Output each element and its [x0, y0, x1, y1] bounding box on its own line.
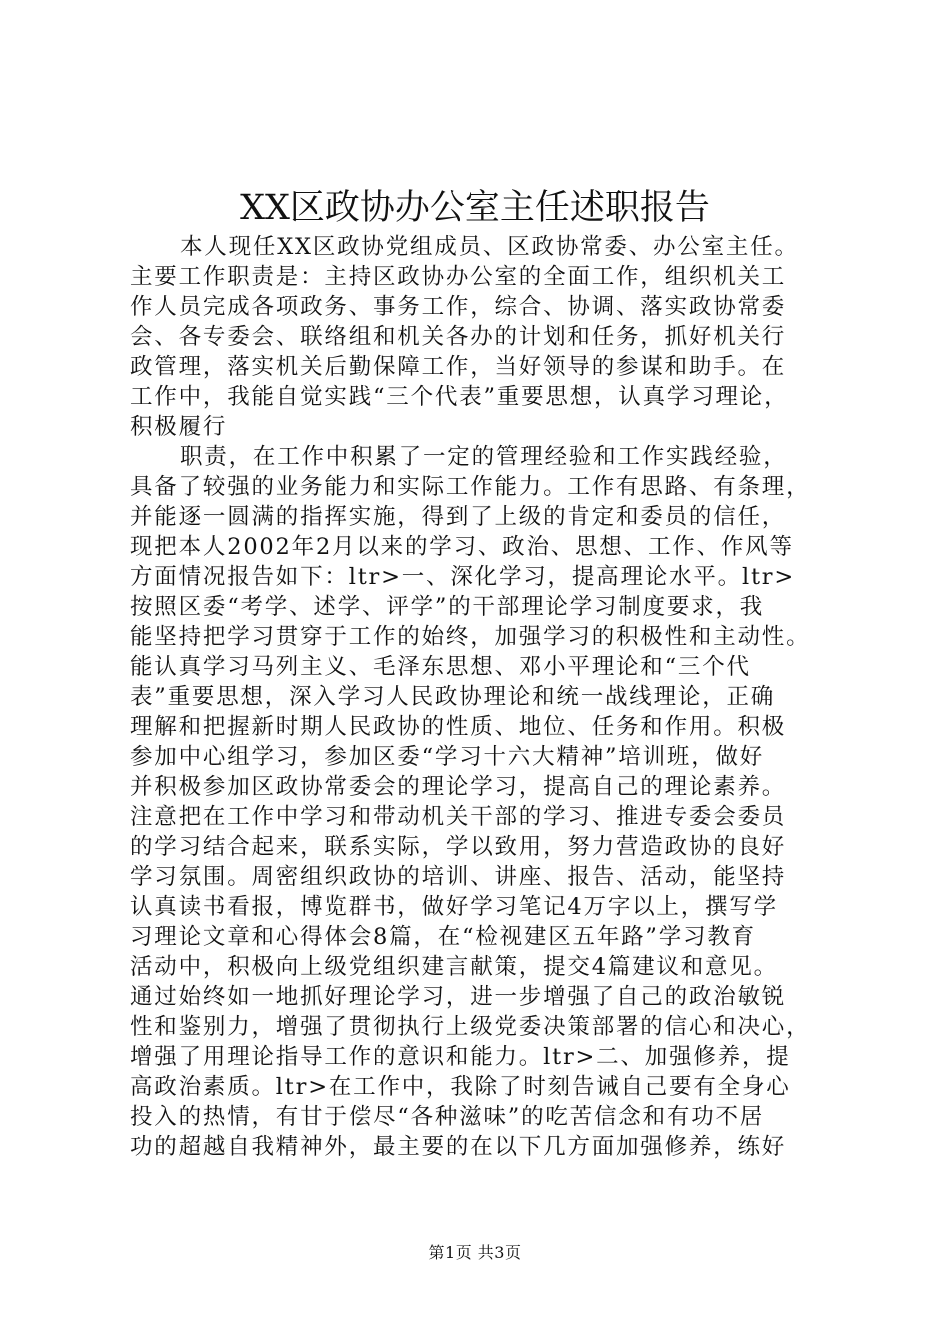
paragraph-line: 能坚持把学习贯穿于工作的始终，加强学习的积极性和主动性。 [130, 624, 811, 650]
paragraph-line: 职责，在工作中积累了一定的管理经验和工作实践经验， [180, 444, 788, 470]
paragraph-line: 投入的热情，有甘于偿尽“各种滋味”的吃苦信念和有功不居 [130, 1104, 765, 1130]
paragraph-line: 现把本人2002年2月以来的学习、政治、思想、工作、作风等 [130, 534, 794, 560]
paragraph-line: 参加中心组学习，参加区委“学习十六大精神”培训班，做好 [130, 744, 765, 770]
paragraph-line: 注意把在工作中学习和带动机关干部的学习、推进专委会委员 [130, 804, 787, 830]
paragraph-line: 会、各专委会、联络组和机关各办的计划和任务，抓好机关行 [130, 324, 787, 350]
paragraph-line: 方面情况报告如下：ltr>一、深化学习，提高理论水平。ltr> [130, 564, 795, 590]
paragraph-line: 积极履行 [130, 414, 228, 440]
paragraph-line: 具备了较强的业务能力和实际工作能力。工作有思路、有条理， [130, 474, 811, 500]
paragraph-line: 功的超越自我精神外，最主要的在以下几方面加强修养，练好 [130, 1134, 787, 1160]
paragraph-line: 性和鉴别力，增强了贯彻执行上级党委决策部署的信心和决心， [130, 1014, 811, 1040]
paragraph-line: 并能逐一圆满的指挥实施，得到了上级的肯定和委员的信任， [130, 504, 787, 530]
paragraph-line: 的学习结合起来，联系实际，学以致用，努力营造政协的良好 [130, 834, 787, 860]
paragraph-line: 习理论文章和心得体会8篇，在“检视建区五年路”学习教育 [130, 924, 756, 950]
paragraph-line: 作人员完成各项政务、事务工作，综合、协调、落实政协常委 [130, 294, 787, 320]
paragraph-line: 理解和把握新时期人民政协的性质、地位、任务和作用。积极 [130, 714, 787, 740]
paragraph-line: 工作中，我能自觉实践“三个代表”重要思想，认真学习理论， [130, 384, 789, 410]
paragraph-line: 通过始终如一地抓好理论学习，进一步增强了自己的政治敏锐 [130, 984, 787, 1010]
paragraph-line: 认真读书看报，博览群书，做好学习笔记4万字以上，撰写学 [130, 894, 778, 920]
paragraph-line: 本人现任XX区政协党组成员、区政协常委、办公室主任。 [180, 234, 799, 260]
paragraph-line: 并积极参加区政协常委会的理论学习，提高自己的理论素养。 [130, 774, 787, 800]
paragraph-line: 能认真学习马列主义、毛泽东思想、邓小平理论和“三个代 [130, 654, 751, 680]
paragraph-line: 政管理，落实机关后勤保障工作，当好领导的参谋和助手。在 [130, 354, 787, 380]
paragraph-line: 表”重要思想，深入学习人民政协理论和统一战线理论，正确 [130, 684, 776, 710]
paragraph-line: 学习氛围。周密组织政协的培训、讲座、报告、活动，能坚持 [130, 864, 787, 890]
document-body [130, 232, 830, 1162]
paragraph-line: 增强了用理论指导工作的意识和能力。ltr>二、加强修养，提 [130, 1044, 791, 1070]
paragraph-line: 活动中，积极向上级党组织建言献策，提交4篇建议和意见。 [130, 954, 778, 980]
page-number-footer: 第1页 共3页 [428, 1243, 522, 1262]
paragraph-line: 按照区委“考学、述学、评学”的干部理论学习制度要求，我 [130, 594, 765, 620]
paragraph-line: 高政治素质。ltr>在工作中，我除了时刻告诫自己要有全身心 [130, 1074, 791, 1100]
paragraph-line: 主要工作职责是：主持区政协办公室的全面工作，组织机关工 [130, 264, 787, 290]
document-title: XX区政协办公室主任述职报告 [240, 188, 710, 228]
